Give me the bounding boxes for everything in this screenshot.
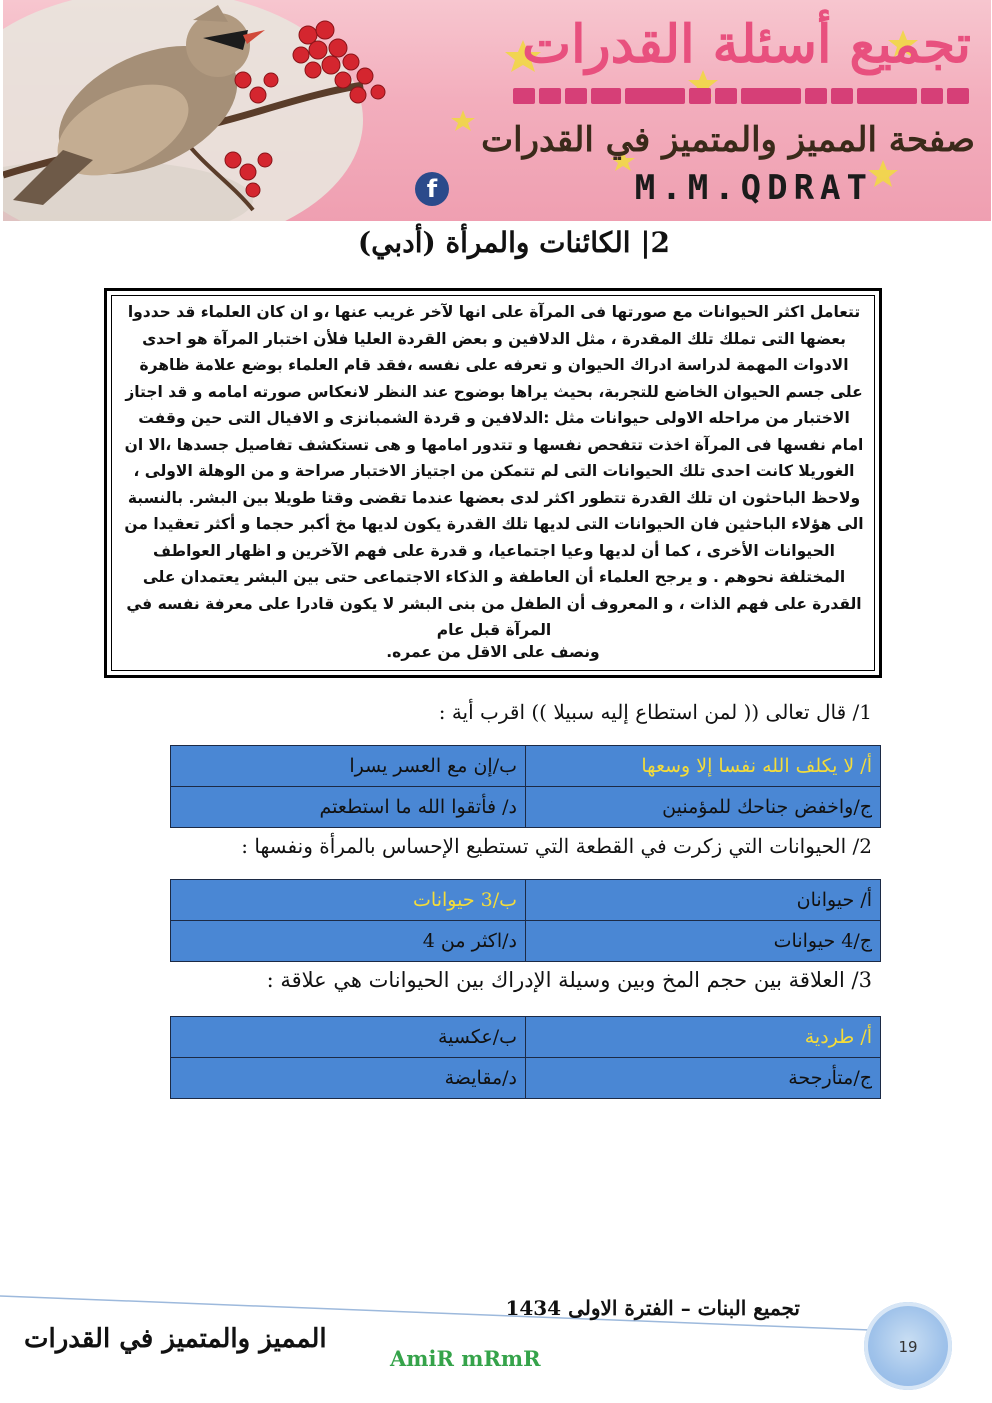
q1-option-d[interactable]: د/ فأتقوا الله ما استطعتم bbox=[171, 787, 526, 828]
header-banner bbox=[3, 0, 991, 221]
question-1-options bbox=[170, 745, 881, 828]
footer-author: AmiR mRmR bbox=[390, 1346, 541, 1371]
question-2-options bbox=[170, 879, 881, 962]
q1-option-b[interactable]: ب/إن مع العسر يسرا bbox=[171, 746, 526, 787]
section-title: 2| الكائنات والمرأة (أدبي) bbox=[357, 226, 670, 259]
q3-option-b[interactable]: ب/عكسية bbox=[171, 1017, 526, 1058]
reading-passage-box bbox=[104, 288, 882, 678]
footer-collection-label: تجميع البنات – الفترة الاولى 1434 bbox=[505, 1296, 800, 1320]
page-number: 19 bbox=[898, 1338, 918, 1356]
passage-ending: ونصف على الاقل من عمره. bbox=[386, 643, 600, 661]
banner-decor-strip bbox=[479, 88, 969, 104]
q2-option-b[interactable]: ب/3 حيوانات bbox=[171, 880, 526, 921]
passage-text: تتعامل اكثر الحيوانات مع صورتها فى المرآة على انها لآخر غريب عنها ،و ان كان العلماء قد حددوا بعضها التى تملك تلك المقدرة ، مثل الدلافين و بعض القردة العليا فلأن اختبار المرآة هو احدى الادوات المهمة لدراسة ادراك الحيوان و تعرفه على نفسه ،فقد قام العلماء بوضع علامة ظاهرة على جسم الحيوان الخاضع للتجربة، بحيث يراها بوضوح عند النظر لانعكاس صورته امامه و قد اجتاز الاختبار من مراحله الاولى حيوانات مثل :الدلافين و قردة الشمبانزى و الافيال التى حين وقفت امام نفسها فى المرآة اخذت تتفحص نفسها و تتدور امامها و هى تستكشف تفاصيل جسدها ،الا ان الغوريلا كانت احدى تلك الحيوانات التى لم تتمكن من اجتياز الاختبار صراحة و من الوهلة الاولى ، ولاحظ الباحثون ان تلك القدرة تتطور اكثر لدى بعضها عندما تقضى وقتا طويلا بين البشر. بالنسبة الى هؤلاء الباحثين فان الحيوانات التى لديها تلك القدرة يكون لديها مخ أكبر حجما و أكثر تعقيدا من الحيوانات الأخرى ، كما أن لديها وعيا اجتماعيا، و قدرة على فهم الآخرين و اظهار العواطف المختلفة نحوهم . و يرجح العلماء أن العاطفة و الذكاء الاجتماعى حتى بين البشر يعتمدان على القدرة على فهم الذات ، و المعروف أن الطفل من بنى البشر لا يكون قادرا على معرفة نفسه في المرآة قبل عام bbox=[124, 303, 864, 639]
facebook-icon: f bbox=[415, 172, 449, 206]
question-3-options bbox=[170, 1016, 881, 1099]
footer-brand: المميز والمتميز في القدرات bbox=[24, 1324, 327, 1354]
q3-option-a[interactable]: أ/ طردية bbox=[526, 1017, 881, 1058]
q1-option-a[interactable]: أ/ لا يكلف الله نفسا إلا وسعها bbox=[526, 746, 881, 787]
q3-option-d[interactable]: د/مقايضة bbox=[171, 1058, 526, 1099]
q2-option-c[interactable]: ج/4 حيوانات bbox=[526, 921, 881, 962]
banner-handle: M.M.QDRAT bbox=[634, 168, 873, 208]
banner-title: تجميع أسئلة القدرات bbox=[522, 14, 971, 75]
question-1: 1/ قال تعالى (( لمن استطاع إليه سبيلا )) اقرب أية : bbox=[438, 700, 872, 724]
page-number-badge bbox=[864, 1302, 952, 1390]
q2-option-d[interactable]: د/اكثر من 4 bbox=[171, 921, 526, 962]
question-2: 2/ الحيوانات التي زكرت في القطعة التي تستطيع الإحساس بالمرأة ونفسها : bbox=[241, 834, 872, 858]
banner-subtitle: صفحة المميز والمتميز في القدرات bbox=[481, 120, 975, 160]
q2-option-a[interactable]: أ/ حيوانان bbox=[526, 880, 881, 921]
q3-option-c[interactable]: ج/متأرجحة bbox=[526, 1058, 881, 1099]
question-3: 3/ العلاقة بين حجم المخ وبين وسيلة الإدراك بين الحيوانات هي علاقة : bbox=[266, 968, 872, 992]
q1-option-c[interactable]: ج/واخفض جناحك للمؤمنين bbox=[526, 787, 881, 828]
